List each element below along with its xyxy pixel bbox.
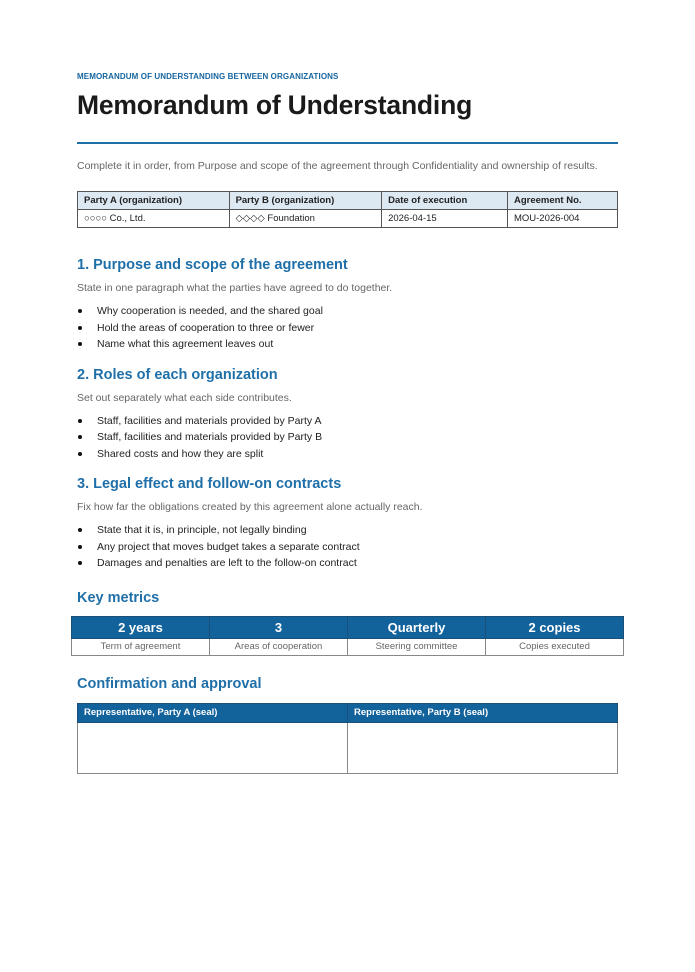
key-metrics-heading: Key metrics (77, 589, 160, 606)
signature-header-party-a: Representative, Party A (seal) (78, 703, 348, 722)
signature-row (78, 722, 618, 773)
metrics-value-row (72, 616, 624, 638)
section-heading: 2. Roles of each organization (77, 366, 278, 383)
header-date: Date of execution (382, 192, 508, 210)
section-description: Fix how far the obligations created by this agreement alone actually reach. (77, 501, 423, 513)
list-item: State that it is, in principle, not legally binding (77, 522, 618, 539)
list-item: Hold the areas of cooperation to three or fewer (77, 320, 618, 337)
list-item: Damages and penalties are left to the follow-on contract (77, 555, 618, 572)
title-divider (77, 142, 618, 144)
signature-header-row (78, 703, 618, 722)
cell-date: 2026-04-15 (382, 210, 508, 228)
bullet-list (77, 413, 618, 463)
metric-label-term: Term of agreement (72, 638, 210, 655)
document-page (0, 72, 695, 774)
page-title: Memorandum of Understanding (77, 90, 473, 120)
section-description: State in one paragraph what the parties have agreed to do together. (77, 282, 393, 294)
confirmation-heading: Confirmation and approval (77, 675, 262, 692)
header-party-a: Party A (organization) (78, 192, 230, 210)
section-description: Set out separately what each side contributes. (77, 391, 292, 404)
cell-party-b: ◇◇◇◇ Foundation (229, 210, 382, 228)
bullet-list (77, 303, 618, 353)
signature-table (77, 703, 618, 774)
signature-box-party-a[interactable] (78, 722, 348, 773)
section-legal-effect (77, 476, 618, 572)
section-heading: 3. Legal effect and follow-on contracts (77, 476, 342, 492)
metric-value-areas: 3 (210, 616, 348, 638)
cell-party-a: ○○○○ Co., Ltd. (78, 210, 230, 228)
cell-agreement-no: MOU-2026-004 (507, 210, 617, 228)
parties-table-header-row (78, 192, 618, 210)
metric-value-copies: 2 copies (486, 616, 624, 638)
table-row (78, 210, 618, 228)
metric-value-term: 2 years (72, 616, 210, 638)
header-agreement-no: Agreement No. (507, 192, 617, 210)
metric-label-committee: Steering committee (348, 638, 486, 655)
section-purpose (77, 257, 618, 353)
key-metrics-table (71, 616, 624, 656)
list-item: Staff, facilities and materials provided by Party B (77, 429, 618, 446)
document-kicker: MEMORANDUM OF UNDERSTANDING BETWEEN ORGANIZATIONS (77, 72, 339, 81)
header-party-b: Party B (organization) (229, 192, 382, 210)
metric-label-areas: Areas of cooperation (210, 638, 348, 655)
metrics-label-row (72, 638, 624, 655)
metric-label-copies: Copies executed (486, 638, 624, 655)
bullet-list (77, 522, 618, 572)
list-item: Any project that moves budget takes a separate contract (77, 539, 618, 556)
list-item: Why cooperation is needed, and the shared goal (77, 303, 618, 320)
signature-box-party-b[interactable] (348, 722, 618, 773)
section-roles (77, 367, 618, 463)
list-item: Name what this agreement leaves out (77, 336, 618, 353)
signature-header-party-b: Representative, Party B (seal) (348, 703, 618, 722)
list-item: Staff, facilities and materials provided by Party A (77, 413, 618, 430)
intro-text: Complete it in order, from Purpose and scope of the agreement through Confidentiality and ownership of results. (77, 160, 598, 172)
parties-table (77, 191, 618, 228)
list-item: Shared costs and how they are split (77, 446, 618, 463)
metric-value-committee: Quarterly (348, 616, 486, 638)
section-heading: 1. Purpose and scope of the agreement (77, 257, 348, 273)
